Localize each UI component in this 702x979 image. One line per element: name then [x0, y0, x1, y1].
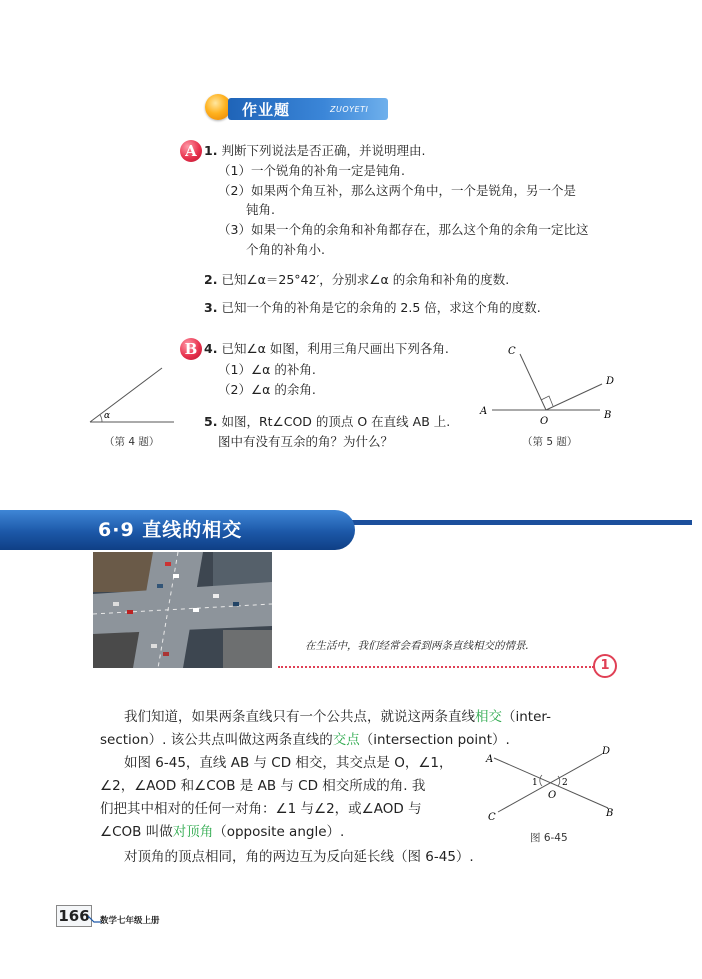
figure-6-45-label-a: A: [486, 754, 494, 765]
section-rule: [340, 520, 692, 525]
body-paragraph-3: 对顶角的顶点相同，角的两边互为反向延长线（图 6-45）.: [124, 849, 474, 865]
term-intersection-point: 交点: [332, 732, 360, 748]
question-3-text: 已知一个角的补角是它的余角的 2.5 倍，求这个角的度数.: [221, 300, 541, 315]
question-1-part-1: （1）一个锐角的补角一定是钝角.: [218, 163, 405, 178]
question-2-number: 2.: [204, 272, 218, 287]
question-1-number: 1.: [204, 143, 218, 158]
question-3-number: 3.: [204, 300, 218, 315]
figure-q4-caption: （第 4 题）: [104, 436, 160, 448]
book-title: 数学七年级上册: [100, 916, 160, 926]
figure-q5-right-angle-mark: [541, 396, 553, 406]
figure-q5-caption: （第 5 题）: [522, 436, 578, 448]
figure-q5-ray-oc: [520, 354, 546, 410]
figure-6-45-label-b: B: [606, 808, 614, 819]
figure-q4-slanted-ray: [90, 368, 162, 422]
body-p1-text-1: 我们知道，如果两条直线只有一个公共点，就说这两条直线: [124, 709, 475, 725]
figure-q5-label-b: B: [604, 410, 612, 421]
term-vertical-angle: 对顶角: [172, 824, 214, 840]
marker-circle: 1: [593, 654, 617, 678]
figure-q4: [82, 360, 182, 430]
question-2: [204, 272, 509, 288]
figure-q5-label-d: D: [606, 376, 615, 387]
figure-6-45-label-c: C: [488, 812, 496, 823]
dotted-leader: [278, 666, 594, 668]
figure-q5-label-a: A: [480, 406, 488, 417]
photo-caption: 在生活中，我们经常会看到两条直线相交的情景.: [305, 640, 529, 652]
body-p1-text-4: （intersection point）.: [359, 732, 510, 748]
figure-q5-label-o: O: [540, 416, 549, 427]
level-b-badge: B: [180, 338, 202, 360]
body-paragraph-1-line-1: [124, 708, 551, 726]
question-1: [204, 143, 425, 159]
body-paragraph-2-line-4: [100, 823, 344, 841]
body-p2-text-2: （opposite angle）.: [213, 824, 345, 840]
figure-6-45-label-2: 2: [562, 778, 568, 788]
figure-q5-label-c: C: [508, 346, 516, 357]
figure-6-45-label-1: 1: [532, 778, 538, 788]
intersection-photo: [93, 552, 272, 668]
question-4-part-2: （2）∠α 的余角.: [218, 382, 316, 397]
question-4-number: 4.: [204, 341, 218, 356]
page-number: 166: [56, 905, 92, 927]
figure-6-45: [484, 742, 624, 824]
figure-6-45-caption: 图 6-45: [530, 832, 568, 844]
level-a-badge: A: [180, 140, 202, 162]
body-p1-text-2: （inter-: [502, 709, 551, 725]
question-5-text-2: 图中有没有互余的角？为什么？: [218, 434, 394, 449]
section-title: 6·9 直线的相交: [98, 519, 243, 541]
body-paragraph-2-line-3: 们把其中相对的任何一对角：∠1 与∠2，或∠AOD 与: [100, 801, 422, 817]
question-1-text: 判断下列说法是否正确，并说明理由.: [221, 143, 426, 158]
body-paragraph-2-line-1: 如图 6-45，直线 AB 与 CD 相交，其交点是 O，∠1，: [124, 755, 453, 771]
term-intersect: 相交: [475, 709, 502, 725]
figure-6-45-label-o: O: [548, 790, 557, 801]
body-p1-text-3: section）. 该公共点叫做这两条直线的: [100, 732, 333, 748]
question-1-part-3-cont: 个角的补角小.: [246, 242, 325, 257]
question-2-text: 已知∠α＝25°42′，分别求∠α 的余角和补角的度数.: [221, 272, 510, 287]
homework-title: 作业题: [242, 101, 291, 119]
question-5-text-1: 如图，Rt∠COD 的顶点 O 在直线 AB 上.: [221, 414, 451, 429]
question-4: [204, 341, 449, 357]
question-4-text: 已知∠α 如图，利用三角尺画出下列各角.: [221, 341, 449, 356]
figure-6-45-label-d: D: [602, 746, 611, 757]
question-5: [204, 414, 450, 430]
question-1-part-3: （3）如果一个角的余角和补角都存在，那么这个角的余角一定比这: [218, 222, 589, 237]
figure-6-45-line-cd: [498, 754, 602, 812]
figure-q5-ray-od: [546, 384, 602, 410]
body-paragraph-1-line-2: [100, 731, 510, 749]
figure-q4-alpha-label: α: [104, 411, 111, 421]
question-1-part-2-cont: 钝角.: [246, 202, 275, 217]
question-4-part-1: （1）∠α 的补角.: [218, 362, 316, 377]
body-paragraph-2-line-2: ∠2，∠AOD 和∠COB 是 AB 与 CD 相交所成的角. 我: [100, 778, 426, 794]
figure-6-45-arc-1: [540, 775, 542, 786]
figure-q4-angle-arc: [100, 415, 102, 422]
question-3: [204, 300, 541, 316]
question-5-number: 5.: [204, 414, 218, 429]
homework-subtitle: ZUOYETI: [330, 105, 369, 114]
figure-q5: [476, 338, 626, 428]
body-p2-text-1: ∠COB 叫做: [100, 824, 173, 840]
question-1-part-2: （2）如果两个角互补，那么这两个角中，一个是锐角，另一个是: [218, 183, 576, 198]
